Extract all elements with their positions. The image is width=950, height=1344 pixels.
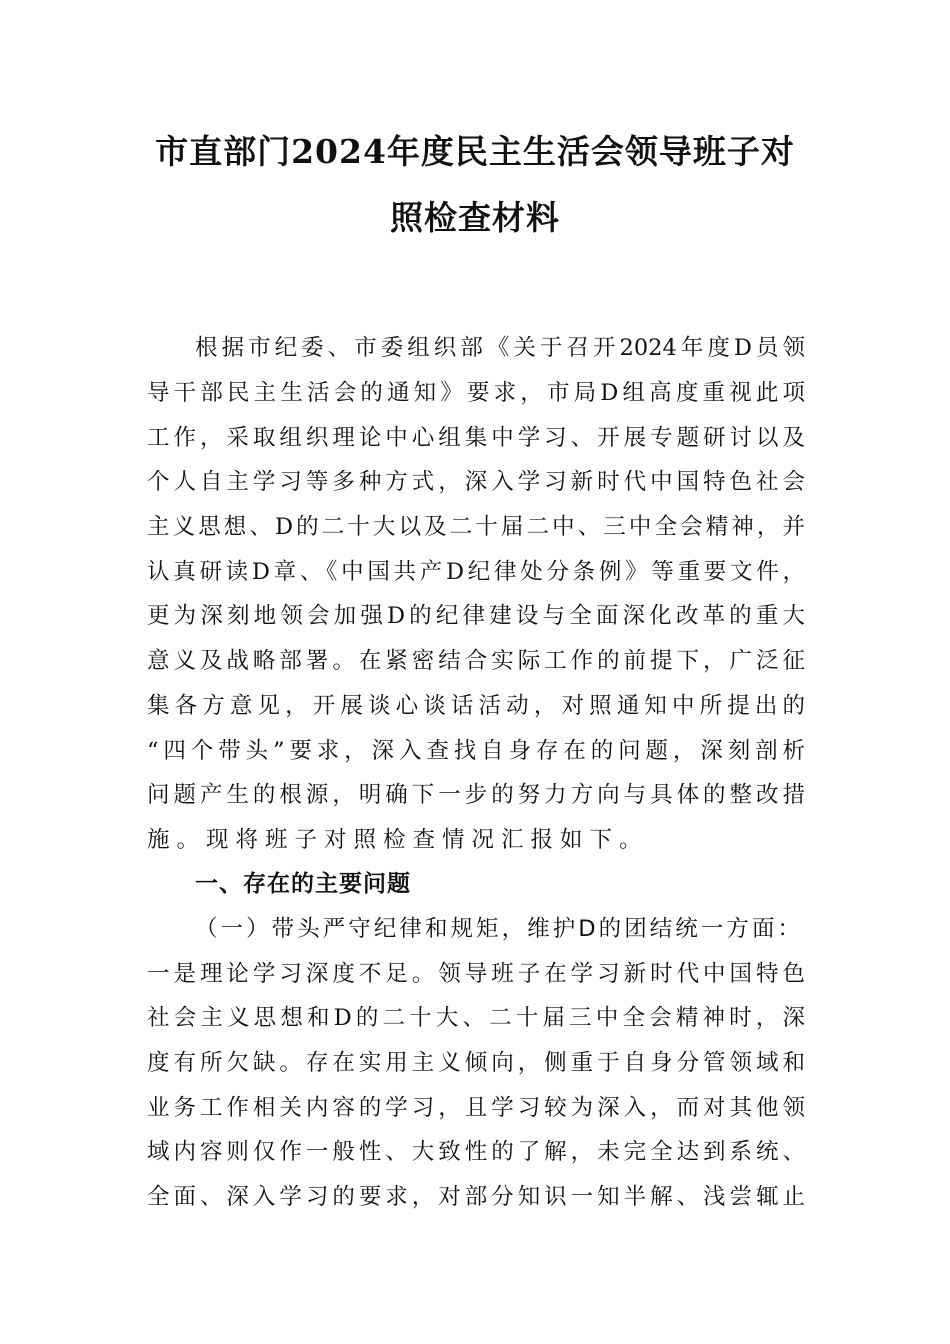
text-line: 个人自主学习等多种方式，深入学习新时代中国特色社会 [147, 469, 805, 495]
text-line: 社会主义思想和D的二十大、二十届三中全会精神时，深 [147, 1005, 805, 1031]
text-line: 工作，采取组织理论中心组集中学习、开展专题研讨以及 [147, 425, 805, 451]
text-line: 域内容则仅作一般性、大致性的了解，未完全达到系统、 [147, 1139, 805, 1165]
text-line: 主义思想、D的二十大以及二十届二中、三中全会精神，并 [147, 514, 805, 540]
document-title-line-2: 照检查材料 [390, 198, 560, 237]
text-line: 业务工作相关内容的学习，且学习较为深入，而对其他领 [147, 1095, 805, 1121]
document-title-line-1: 市直部门2024年度民主生活会领导班子对 [155, 132, 795, 171]
text-line: 意义及战略部署。在紧密结合实际工作的前提下，广泛征 [147, 648, 805, 674]
text-line: 集各方意见，开展谈心谈话活动，对照通知中所提出的 [147, 693, 805, 719]
text-line: 认真研读D章、《中国共产D纪律处分条例》等重要文件， [147, 559, 805, 585]
text-line: 度有所欠缺。存在实用主义倾向，侧重于自身分管领域和 [147, 1050, 805, 1076]
text-line: 一是理论学习深度不足。领导班子在学习新时代中国特色 [147, 961, 805, 987]
text-line: 根据市纪委、市委组织部《关于召开2024年度D员领 [195, 335, 805, 361]
subsection-heading: （一）带头严守纪律和规矩，维护D的团结统一方面： [195, 916, 800, 942]
text-line: 全面、深入学习的要求，对部分知识一知半解、浅尝辄止 [147, 1184, 805, 1210]
text-line: 导干部民主生活会的通知》要求，市局D组高度重视此项 [147, 380, 805, 406]
text-line: “四个带头”要求，深入查找自身存在的问题，深刻剖析 [147, 738, 805, 764]
section-heading: 一、存在的主要问题 [195, 871, 411, 897]
text-line: 更为深刻地领会加强D的纪律建设与全面深化改革的重大 [147, 603, 805, 629]
text-line: 施。现将班子对照检查情况汇报如下。 [147, 827, 649, 853]
text-line: 问题产生的根源，明确下一步的努力方向与具体的整改措 [147, 782, 805, 808]
